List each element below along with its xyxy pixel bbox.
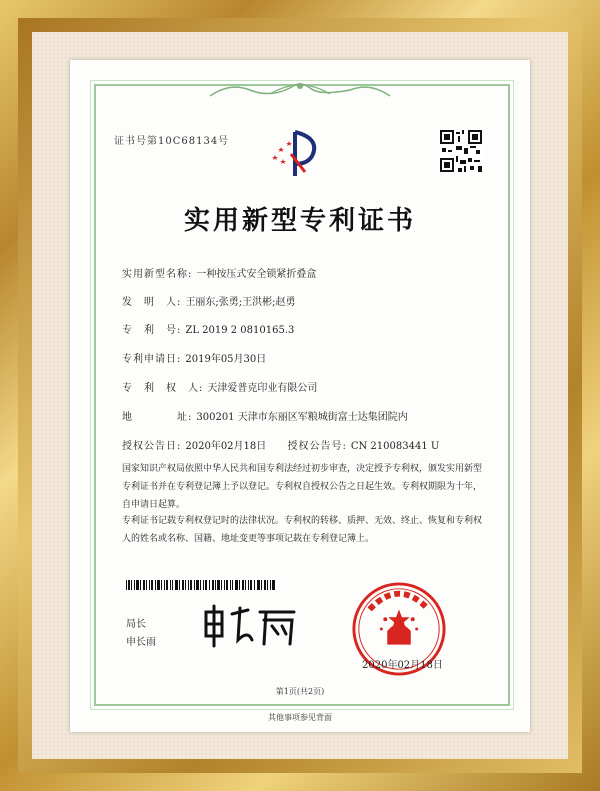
cnipa-logo-icon <box>265 124 325 184</box>
footer-note: 其他事项参见背面 <box>268 713 332 722</box>
grant-date: 2020年02月18日 <box>185 441 267 452</box>
body-paragraph-1: 国家知识产权局依照中华人民共和国专利法经过初步审查，决定授予专利权，颁发实用新型专利证书并在专利登记簿上予以登记。专利权自授权公告之日起生效。专利权期限为十年，自申请日起算。 <box>122 464 483 510</box>
field-value: 300201 天津市东丽区军粮城街富士达集团院内 <box>196 412 408 423</box>
seal-date: 2020年02月18日 <box>362 660 443 671</box>
field-patent-number <box>122 321 294 336</box>
field-label: 专 利 号: <box>122 325 182 336</box>
certificate-number: 证书号第10C68134号 <box>114 136 230 147</box>
grant-date-label: 授权公告日: <box>122 441 182 452</box>
certificate-paper <box>70 60 530 732</box>
field-label: 实用新型名称: <box>122 269 193 280</box>
field-label: 地 址: <box>122 412 193 423</box>
body-paragraph-2: 专利证书记载专利权登记时的法律状况。专利权的转移、质押、无效、终止、恢复和专利权人的姓名或名称、国籍、地址变更等事项记载在专利登记簿上。 <box>122 516 483 544</box>
field-application-date <box>122 350 266 365</box>
field-value: 天津爱普克印业有限公司 <box>207 383 318 394</box>
field-utility-model-name <box>122 265 316 280</box>
qr-code-icon <box>440 130 482 172</box>
director-labels <box>126 616 156 652</box>
field-inventors <box>122 293 295 308</box>
field-patentee <box>122 379 317 394</box>
director-name: 申长雨 <box>126 637 156 648</box>
grant-number-label: 授权公告号: <box>287 441 347 452</box>
field-grant <box>122 437 439 452</box>
field-label: 专 利 权 人: <box>122 383 204 394</box>
field-value: ZL 2019 2 0810165.3 <box>185 325 295 336</box>
barcode-icon <box>126 580 276 590</box>
signature-icon <box>200 600 300 650</box>
field-value: 2019年05月30日 <box>185 354 267 365</box>
field-value: 王丽东;张勇;王洪彬;赵勇 <box>185 297 296 308</box>
grant-number: CN 210083441 U <box>350 441 440 452</box>
field-value: 一种按压式安全锁紧折叠盒 <box>196 269 317 280</box>
field-address <box>122 408 408 423</box>
field-label: 专利申请日: <box>122 354 182 365</box>
field-label: 发 明 人: <box>122 297 182 308</box>
ornament-icon <box>210 78 390 98</box>
certificate-title: 实用新型专利证书 <box>183 206 416 236</box>
page-number: 第1页(共2页) <box>275 687 325 696</box>
director-title: 局长 <box>126 619 146 630</box>
